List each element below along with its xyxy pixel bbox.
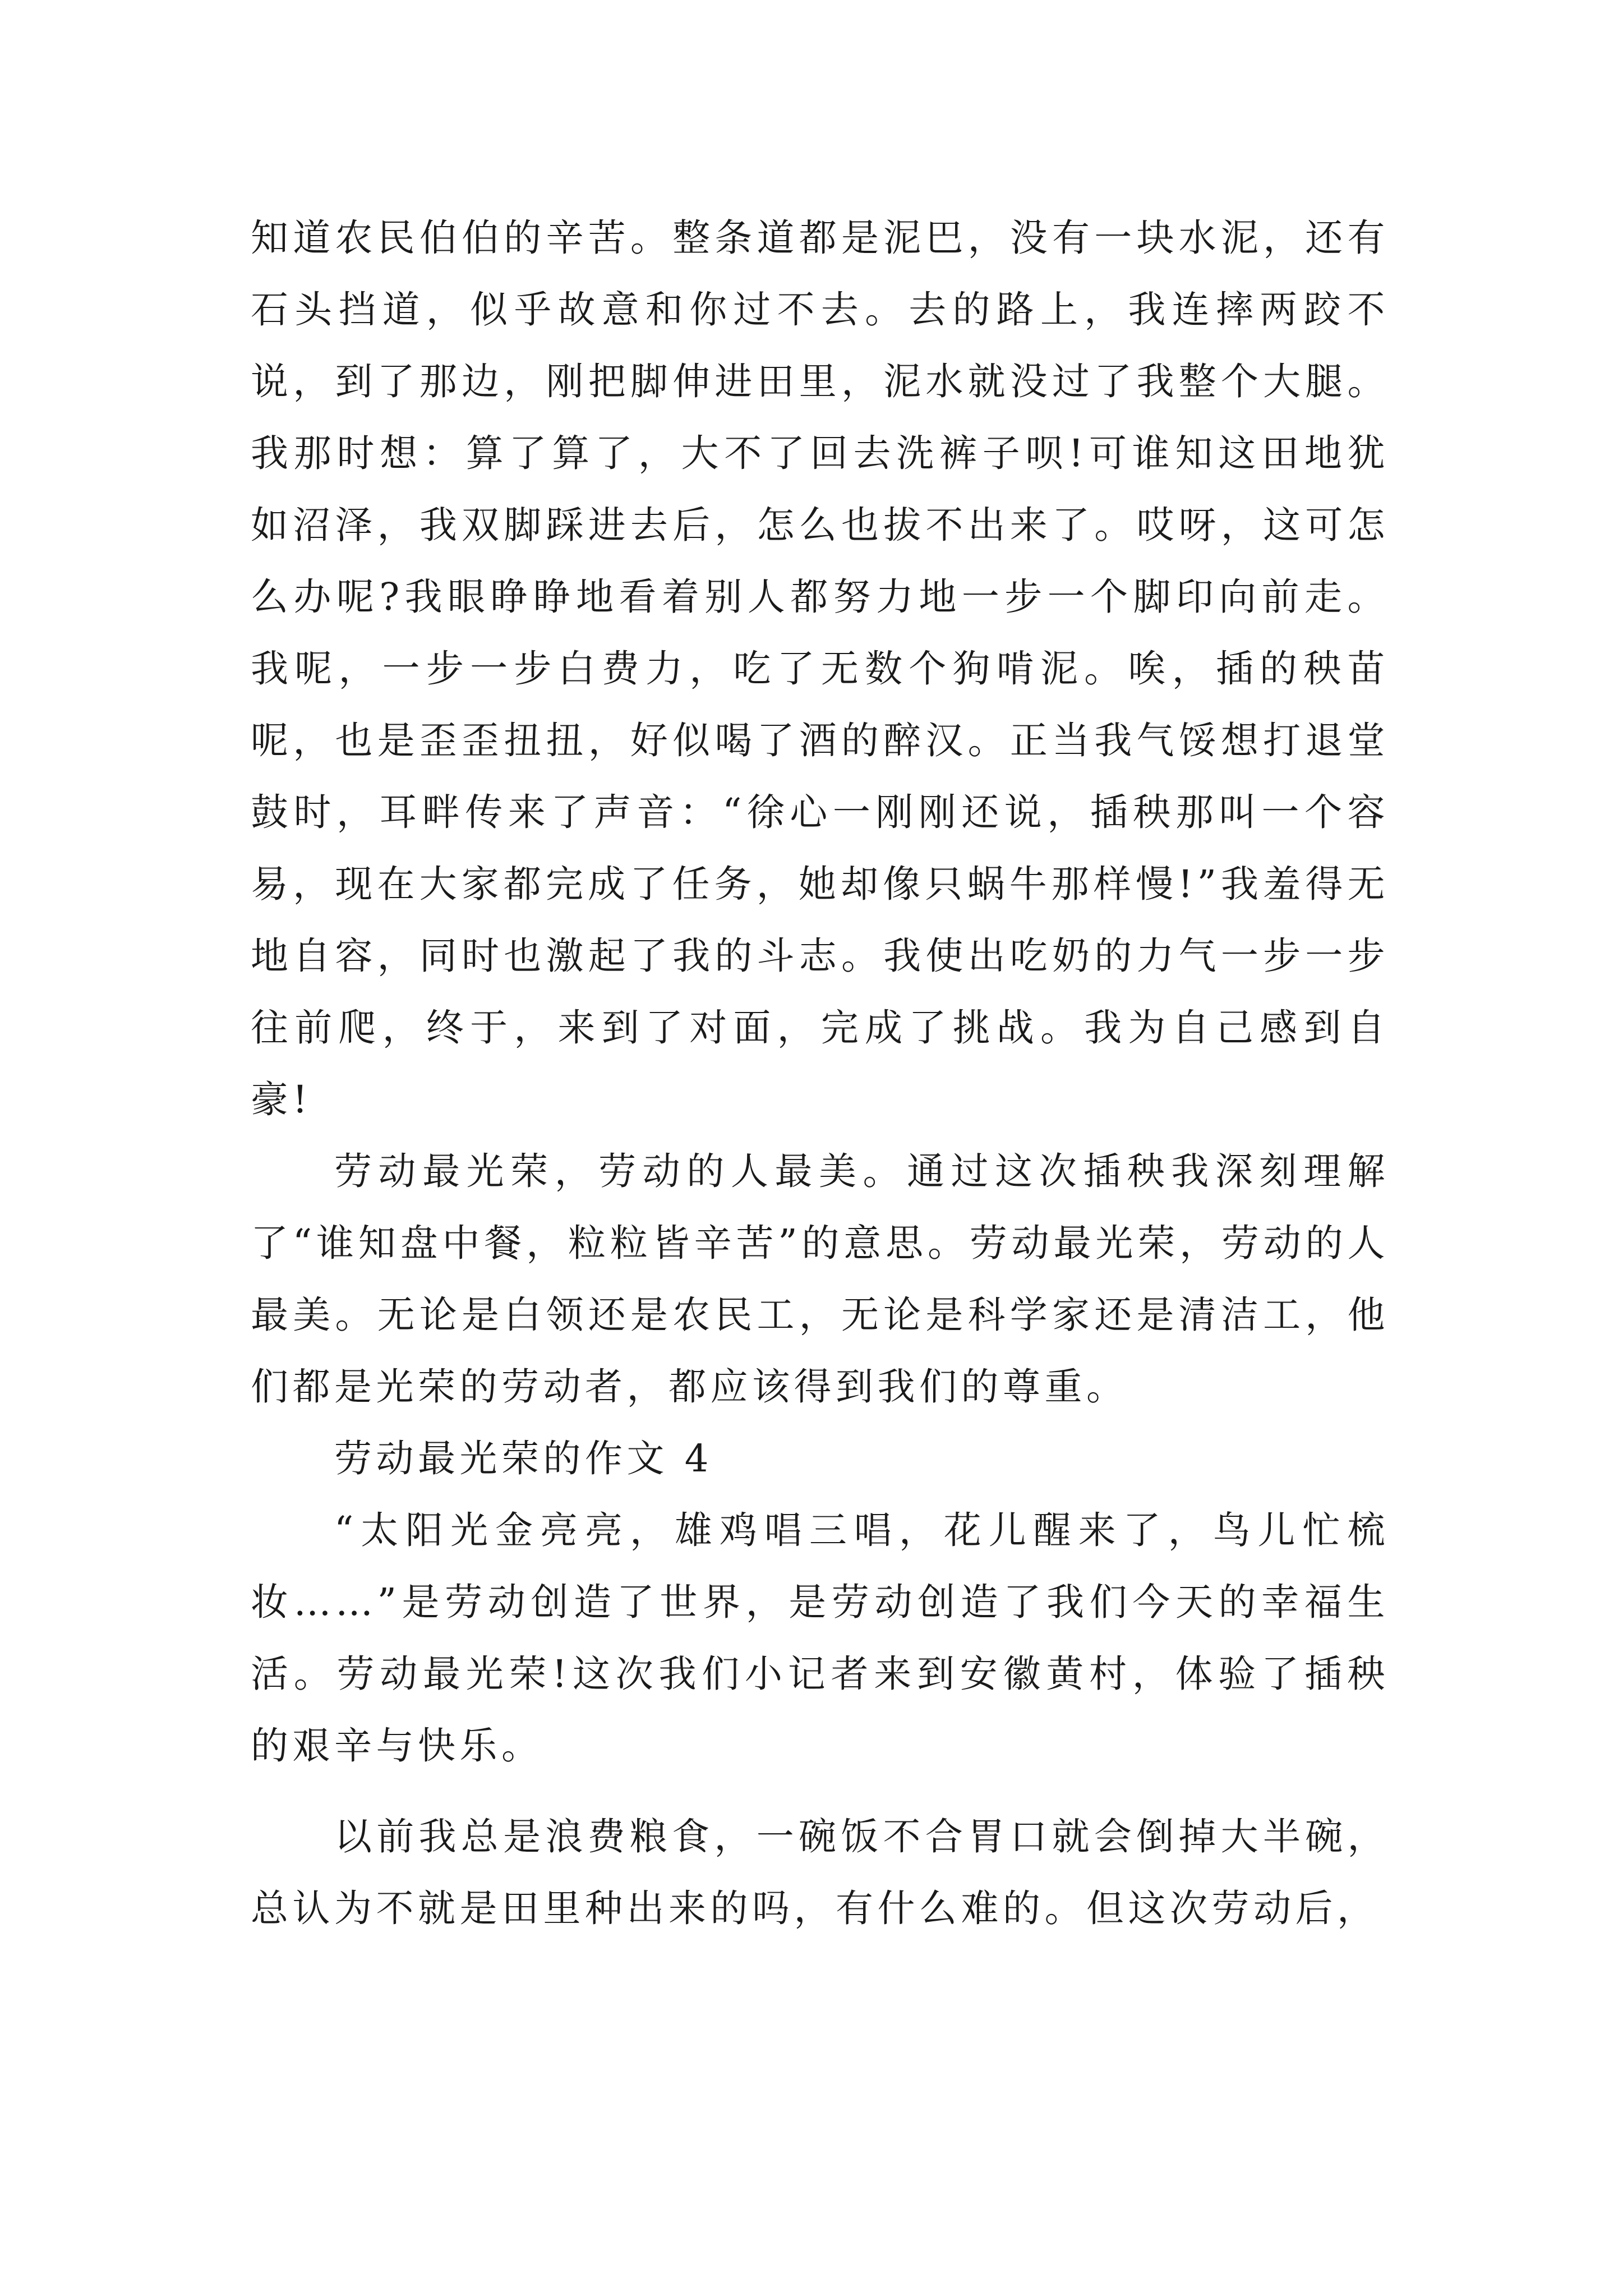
document-body (251, 202, 1389, 1944)
paragraph-labor-glory: 劳动最光荣，劳动的人最美。通过这次插秧我深刻理解了“谁知盘中餐，粒粒皆辛苦”的意思。劳动最光荣，劳动的人最美。无论是白领还是农民工，无论是科学家还是清洁工，他们都是光荣的劳动者，都应该得到我们的尊重。 (251, 1149, 1389, 1409)
essay-heading-4: 劳动最光荣的作文 4 (334, 1437, 713, 1480)
paragraph-sun-song: “太阳光金亮亮，雄鸡唱三唱，花儿醒来了，鸟儿忙梳妆……”是劳动创造了世界，是劳动创造了我们今天的幸福生活。劳动最光荣!这次我们小记者来到安徽黄村，体验了插秧的艰辛与快乐。 (251, 1508, 1389, 1768)
paragraph-continued: 知道农民伯伯的辛苦。整条道都是泥巴，没有一块水泥，还有石头挡道，似乎故意和你过不去。去的路上，我连摔两跤不说，到了那边，刚把脚伸进田里，泥水就没过了我整个大腿。我那时想：算了算了，大不了回去洗裤子呗!可谁知这田地犹如沼泽，我双脚踩进去后，怎么也拔不出来了。哎呀，这可怎么办呢?我眼睁睁地看着别人都努力地一步一个脚印向前走。我呢，一步一步白费力，吃了无数个狗啃泥。唉，插的秧苗呢，也是歪歪扭扭，好似喝了酒的醉汉。正当我气馁想打退堂鼓时，耳畔传来了声音：“徐心一刚刚还说，插秧那叫一个容易，现在大家都完成了任务，她却像只蜗牛那样慢!”我羞得无地自容，同时也激起了我的斗志。我使出吃奶的力气一步一步往前爬，终于，来到了对面，完成了挑战。我为自己感到自豪! (251, 216, 1389, 1121)
paragraph-waste-food: 以前我总是浪费粮食，一碗饭不合胃口就会倒掉大半碗，总认为不就是田里种出来的吗，有什么难的。但这次劳动后， (251, 1815, 1389, 1930)
